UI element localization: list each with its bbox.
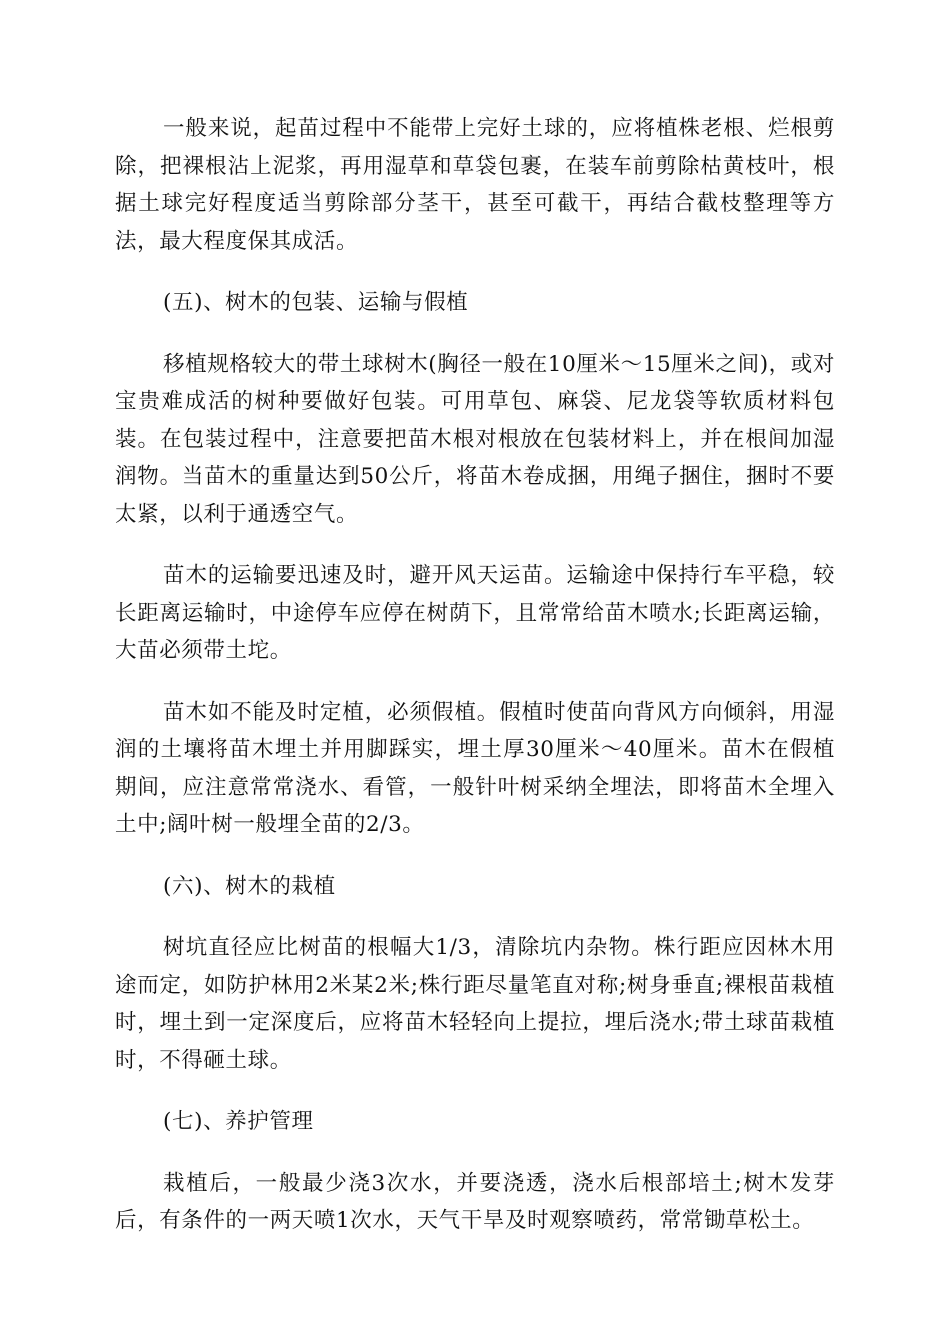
paragraph-planting: 树坑直径应比树苗的根幅大1/3，清除坑内杂物。株行距应因林木用途而定，如防护林用2米某2米;株行距尽量笔直对称;树身垂直;裸根苗栽植时，埋土到一定深度后，应将苗木轻轻向上提拉，埋后浇水;带土球苗栽植时，不得砸土球。 (115, 935, 835, 1073)
paragraph-seedling-lifting: 一般来说，起苗过程中不能带上完好土球的，应将植株老根、烂根剪除，把裸根沾上泥浆，再用湿草和草袋包裹，在装车前剪除枯黄枝叶，根据土球完好程度适当剪除部分茎干，甚至可截干，再结合截枝整理等方法，最大程度保其成活。 (115, 116, 835, 254)
paragraph-transport: 苗木的运输要迅速及时，避开风天运苗。运输途中保持行车平稳，较长距离运输时，中途停车应停在树荫下，且常常给苗木喷水;长距离运输，大苗必须带土坨。 (115, 563, 835, 663)
paragraph-heeling-in: 苗木如不能及时定植，必须假植。假植时使苗向背风方向倾斜，用湿润的土壤将苗木埋土并用脚踩实，埋土厚30厘米～40厘米。苗木在假植期间，应注意常常浇水、看管，一般针叶树采纳全埋法，即将苗木全埋入土中;阔叶树一般埋全苗的2/3。 (115, 699, 835, 837)
document-page (115, 110, 835, 1240)
section-heading-5: (五)、树木的包装、运输与假植 (163, 290, 469, 315)
paragraph-maintenance: 栽植后，一般最少浇3次水，并要浇透，浇水后根部培土;树木发芽后，有条件的一两天喷1次水，天气干旱及时观察喷药，常常锄草松土。 (115, 1170, 835, 1233)
section-heading-6: (六)、树木的栽植 (163, 873, 336, 899)
section-heading-7: (七)、养护管理 (163, 1109, 314, 1134)
paragraph-packaging: 移植规格较大的带土球树木(胸径一般在10厘米～15厘米之间)，或对宝贵难成活的树种要做好包装。可用草包、麻袋、尼龙袋等软质材料包装。在包装过程中，注意要把苗木根对根放在包装材料上，并在根间加湿润物。当苗木的重量达到50公斤，将苗木卷成捆，用绳子捆住，捆时不要太紧，以利于通透空气。 (115, 351, 835, 527)
